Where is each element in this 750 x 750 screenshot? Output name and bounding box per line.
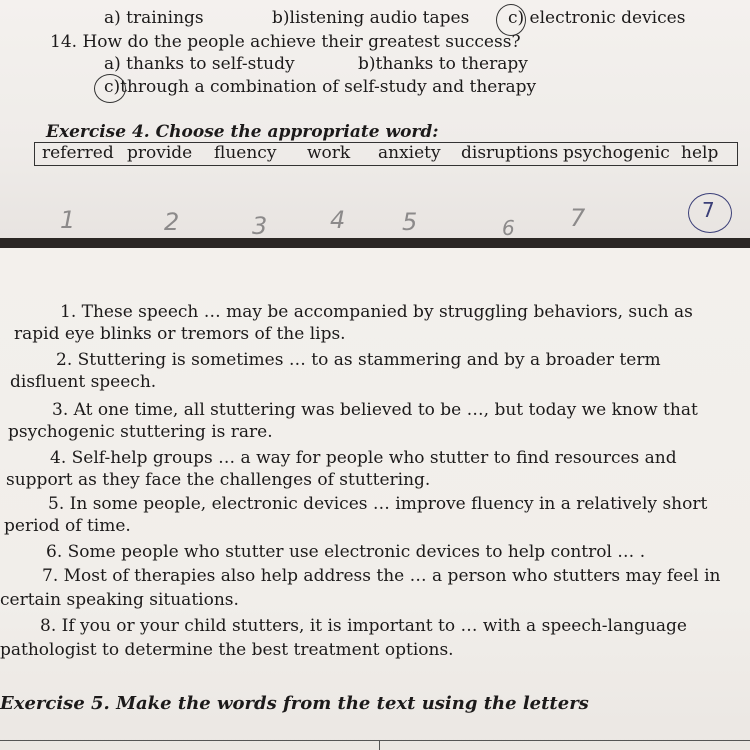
sentence-3-line-2: psychogenic stuttering is rare. — [8, 422, 273, 442]
pencil-number-1: 1 — [60, 206, 76, 234]
pencil-number-3: 3 — [252, 212, 268, 240]
sentence-5-line-2: period of time. — [4, 516, 131, 536]
pencil-number-7: 7 — [570, 204, 586, 232]
sentence-8-line-1: 8. If you or your child stutters, it is important to … with a speech-language — [40, 616, 687, 636]
top-page — [0, 0, 750, 238]
question-14: 14. How do the people achieve their greatest success? — [50, 32, 521, 52]
sentence-4-line-1: 4. Self-help groups … a way for people who stutter to find resources and — [50, 448, 677, 468]
circled-number: 7 — [702, 198, 715, 222]
exercise-4-title: Exercise 4. Choose the appropriate word: — [46, 122, 439, 142]
q14-option-c: c)through a combination of self-study and therapy — [104, 77, 537, 97]
sentence-8-line-2: pathologist to determine the best treatment options. — [0, 640, 454, 660]
word-7: psychogenic — [563, 143, 670, 163]
word-8: help — [681, 143, 719, 163]
answer-circle-14 — [94, 74, 126, 103]
word-3: fluency — [214, 143, 277, 163]
option-a-partial: a) trainings — [104, 8, 204, 28]
sentence-5-line-1: 5. In some people, electronic devices … improve fluency in a relatively short — [48, 494, 708, 514]
sentence-4-line-2: support as they face the challenges of stuttering. — [6, 470, 431, 490]
sentence-7-line-2: certain speaking situations. — [0, 590, 239, 610]
table-column-divider — [379, 740, 380, 750]
word-1: referred — [42, 143, 114, 163]
table-top-border — [0, 740, 750, 741]
option-c-partial: c) electronic devices — [508, 8, 686, 28]
sentence-2-line-1: 2. Stuttering is sometimes … to as stammering and by a broader term — [56, 350, 661, 370]
word-4: work — [307, 143, 351, 163]
pencil-number-2: 2 — [164, 208, 180, 236]
exercise-5-title: Exercise 5. Make the words from the text using the letters — [0, 693, 589, 714]
pencil-number-6: 6 — [502, 216, 515, 240]
sentence-1-line-1: 1. These speech … may be accompanied by struggling behaviors, such as — [60, 302, 693, 322]
sentence-6: 6. Some people who stutter use electronic devices to help control … . — [46, 542, 646, 562]
sentence-2-line-2: disfluent speech. — [10, 372, 157, 392]
pencil-number-4: 4 — [330, 206, 346, 234]
word-2: provide — [127, 143, 193, 163]
sentence-3-line-1: 3. At one time, all stuttering was believed to be …, but today we know that — [52, 400, 698, 420]
word-5: anxiety — [378, 143, 441, 163]
q14-option-b: b)thanks to therapy — [358, 54, 528, 74]
option-b-partial: b)listening audio tapes — [272, 8, 470, 28]
q14-option-a: a) thanks to self-study — [104, 54, 295, 74]
sentence-7-line-1: 7. Most of therapies also help address the … a person who stutters may feel in — [42, 566, 721, 586]
sentence-1-line-2: rapid eye blinks or tremors of the lips. — [14, 324, 346, 344]
pencil-number-5: 5 — [402, 208, 418, 236]
word-6: disruptions — [461, 143, 559, 163]
